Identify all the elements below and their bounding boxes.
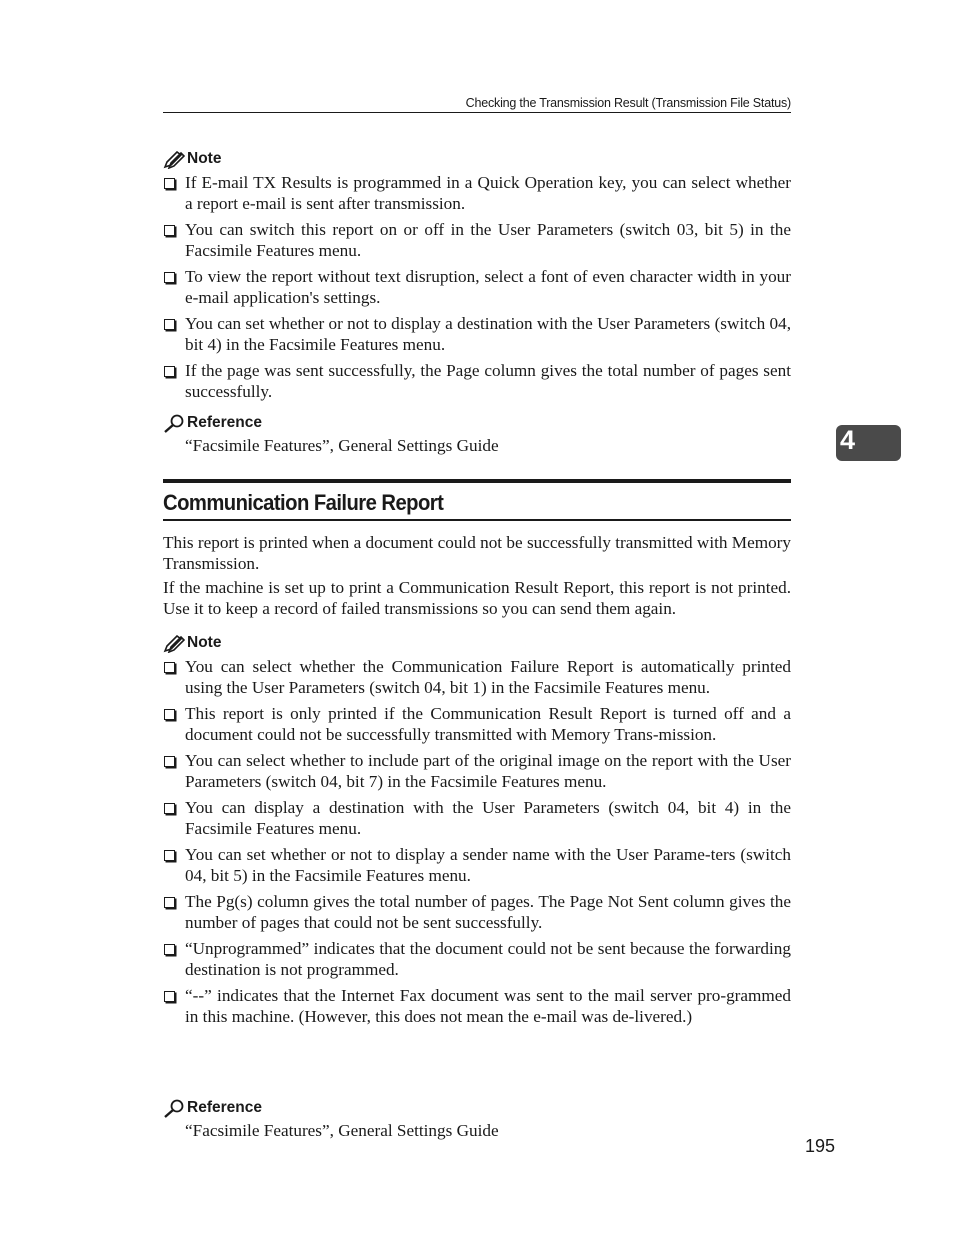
note-item [163,845,791,886]
note-item-text: You can set whether or not to display a sender name with the User Parame-ters (switch 04, bit 5) in the Facsimile Features menu. [185,845,791,885]
note-block-2 [163,633,791,1033]
note-item-text: You can switch this report on or off in the User Parameters (switch 03, bit 5) in the Facsimile Features menu. [185,220,791,260]
checkbox-square-icon [164,662,175,673]
checkbox-square-icon [164,756,175,767]
note-item [163,892,791,933]
note-item [163,220,791,261]
checkbox-square-icon [164,991,175,1002]
note-label: Note [187,633,222,651]
checkbox-square-icon [164,178,175,189]
section-title: Communication Failure Report [163,490,444,515]
note-item [163,751,791,792]
section-body [163,533,791,623]
pencil-icon [163,635,185,653]
note-item-text: “--” indicates that the Internet Fax document was sent to the mail server pro-grammed in this machine. (However, this does not mean the e-mail was de-livered.) [185,986,791,1026]
note-item [163,361,791,402]
reference-text: “Facsimile Features”, General Settings Guide [185,1121,499,1140]
note-item [163,939,791,980]
reference-block-1 [163,413,791,457]
note-item [163,986,791,1027]
note-item-text: If the page was sent successfully, the Page column gives the total number of pages sent successfully. [185,361,791,401]
note-item [163,173,791,214]
note-item-text: You can display a destination with the User Parameters (switch 04, bit 4) in the Facsimile Features menu. [185,798,791,838]
note-item-text: The Pg(s) column gives the total number of pages. The Page Not Sent column gives the number of pages that could not be sent successfully. [185,892,791,932]
checkbox-square-icon [164,272,175,283]
checkbox-square-icon [164,225,175,236]
checkbox-square-icon [164,897,175,908]
note-item-text: If E-mail TX Results is programmed in a Quick Operation key, you can select whether a report e-mail is sent after transmission. [185,173,791,213]
reference-text: “Facsimile Features”, General Settings Guide [185,436,499,455]
note-list [163,173,791,402]
magnifier-icon [163,414,185,433]
note-item-text: You can set whether or not to display a destination with the User Parameters (switch 04, bit 4) in the Facsimile Features menu. [185,314,791,354]
running-header: Checking the Transmission Result (Transmission File Status) [163,96,791,113]
body-paragraph: If the machine is set up to print a Communication Result Report, this report is not printed. Use it to keep a record of failed transmissions so you can send them again. [163,578,791,618]
checkbox-square-icon [164,366,175,377]
note-item [163,657,791,698]
reference-block-2 [163,1098,791,1142]
checkbox-square-icon [164,709,175,720]
magnifier-icon [163,1099,185,1118]
pencil-icon [163,151,185,169]
reference-label: Reference [187,413,262,431]
note-list [163,657,791,1027]
note-item-text: To view the report without text disruption, select a font of even character width in your e-mail application's settings. [185,267,791,307]
chapter-number: 4 [840,425,856,455]
note-item-text: You can select whether to include part of the original image on the report with the User Parameters (switch 04, bit 7) in the Facsimile Features menu. [185,751,791,791]
note-label: Note [187,149,222,167]
body-paragraph: This report is printed when a document could not be successfully transmitted with Memory Transmission. [163,533,791,573]
note-item-text: “Unprogrammed” indicates that the document could not be sent because the forwarding destination is not programmed. [185,939,791,979]
note-item [163,798,791,839]
note-item-text: You can select whether the Communication Failure Report is automatically printed using the User Parameters (switch 04, bit 1) in the Facsimile Features menu. [185,657,791,697]
checkbox-square-icon [164,850,175,861]
checkbox-square-icon [164,803,175,814]
page-number: 195 [804,1136,835,1156]
reference-label: Reference [187,1098,262,1116]
note-item [163,704,791,745]
note-block-1 [163,149,791,408]
note-item [163,267,791,308]
checkbox-square-icon [164,319,175,330]
note-item-text: This report is only printed if the Communication Result Report is turned off and a document could not be successfully transmitted with Memory Trans-mission. [185,704,791,744]
section-heading [163,479,791,521]
note-item [163,314,791,355]
checkbox-square-icon [164,944,175,955]
chapter-tab [836,425,901,461]
